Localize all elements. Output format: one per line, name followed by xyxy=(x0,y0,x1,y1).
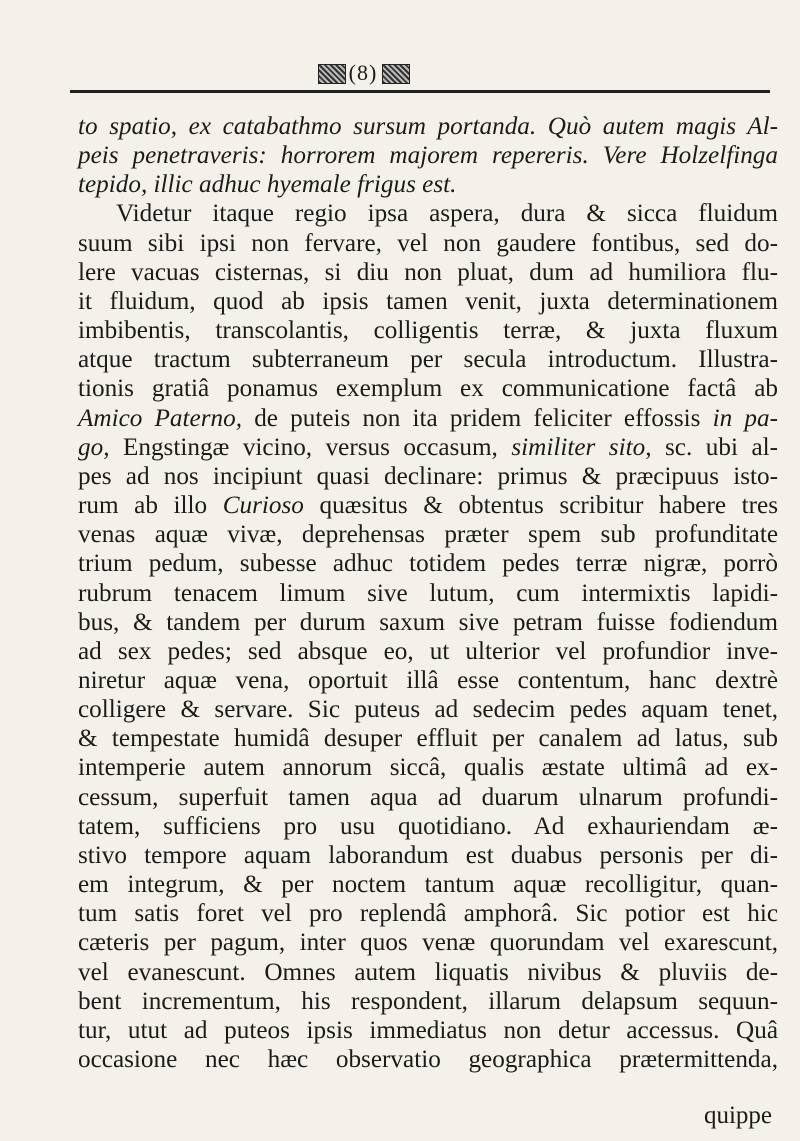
text-line xyxy=(78,491,778,520)
text-line xyxy=(78,287,778,316)
text-line xyxy=(78,724,778,753)
text-line xyxy=(78,812,778,841)
roman-text: niretur aquæ vena, oportuit illâ esse contentum, hanc dextrè xyxy=(78,666,778,694)
text-line xyxy=(78,1016,778,1045)
text-line xyxy=(78,462,778,491)
italic-text: similiter sito, xyxy=(511,433,652,461)
roman-text: rubrum tenacem limum sive lutum, cum intermixtis lapidi- xyxy=(78,579,778,607)
roman-text: tum satis foret vel pro replendâ amphorâ. Sic potior est hic xyxy=(78,900,778,928)
text-line xyxy=(78,345,778,374)
roman-text: suum sibi ipsi non fervare, vel non gaudere fontibus, sed do- xyxy=(78,229,778,257)
roman-text: tatem, sufficiens pro usu quotidiano. Ad exhauriendam æ- xyxy=(78,812,778,840)
roman-text: tur, utut ad puteos ipsis immediatus non detur accessus. Quâ xyxy=(78,1016,778,1044)
page-header xyxy=(0,62,800,96)
text-line xyxy=(78,899,778,928)
catchword: quippe xyxy=(703,1102,772,1129)
text-line xyxy=(78,433,778,462)
roman-text: ad sex pedes; sed absque eo, ut ulterior vel profundior inve- xyxy=(78,637,778,665)
text-line xyxy=(78,666,778,695)
text-line xyxy=(78,316,778,345)
roman-text: atque tractum subterraneum per secula introductum. Illustra- xyxy=(78,346,778,374)
italic-text: Amico Paterno, xyxy=(78,404,242,432)
roman-text: de puteis non ita pridem feliciter effossis xyxy=(242,404,713,432)
roman-text: venas aquæ vivæ, deprehensas præter spem sub profunditate xyxy=(78,521,778,549)
italic-text: Curioso xyxy=(222,492,304,520)
text-line xyxy=(78,695,778,724)
text-line xyxy=(78,374,778,403)
roman-text: bus, & tandem per durum saxum sive petram fuisse fodiendum xyxy=(78,608,778,636)
roman-text: quæsitus & obtentus scribitur habere tres xyxy=(303,492,779,520)
text-line xyxy=(78,783,778,812)
text-line xyxy=(78,841,778,870)
italic-text: peis penetraveris: horrorem majorem repereris. Vere Holzelfinga xyxy=(78,142,778,170)
roman-text: vel evanescunt. Omnes autem liquatis nivibus & pluviis de- xyxy=(78,958,778,986)
roman-text: rum ab illo xyxy=(78,492,223,520)
roman-text: em integrum, & per noctem tantum aquæ recolligitur, quan- xyxy=(78,871,778,899)
text-line xyxy=(78,753,778,782)
roman-text: Videtur itaque regio ipsa aspera, dura & sicca fluidum xyxy=(116,200,778,228)
text-line xyxy=(78,520,778,549)
text-line xyxy=(78,112,778,141)
text-line xyxy=(78,987,778,1016)
text-line xyxy=(78,870,778,899)
roman-text: cæteris per pagum, inter quos venæ quorundam vel exarescunt, xyxy=(78,929,778,957)
text-line xyxy=(78,579,778,608)
page-number: (8) xyxy=(348,60,378,85)
text-line xyxy=(78,258,778,287)
roman-text: pes ad nos incipiunt quasi declinare: primus & præcipuus isto- xyxy=(78,462,778,490)
roman-text: tionis gratiâ ponamus exemplum ex communicatione factâ ab xyxy=(78,375,778,403)
text-line xyxy=(78,141,778,170)
text-line xyxy=(78,608,778,637)
roman-text: Engstingæ vicino, versus occasum, xyxy=(109,433,512,461)
roman-text: trium pedum, subesse adhuc totidem pedes terræ nigræ, porrò xyxy=(78,550,778,578)
roman-text: intemperie autem annorum siccâ, qualis æstate ultimâ ad ex- xyxy=(78,754,778,782)
text-line xyxy=(78,404,778,433)
ornament-right-icon xyxy=(382,64,410,84)
ornament-left-icon xyxy=(318,64,346,84)
italic-text: to spatio, ex catabathmo sursum portanda. Quò autem magis Al- xyxy=(78,113,778,140)
roman-text: imbibentis, transcolantis, colligentis terræ, & juxta fluxum xyxy=(78,317,778,345)
roman-text: it fluidum, quod ab ipsis tamen venit, juxta determinationem xyxy=(78,287,778,315)
roman-text: sc. ubi al- xyxy=(651,433,779,461)
text-line xyxy=(78,928,778,957)
italic-text: tepido, illic adhuc hyemale frigus est. xyxy=(78,171,457,199)
roman-text: & tempestate humidâ desuper effluit per canalem ad latus, sub xyxy=(78,725,778,753)
text-line xyxy=(78,199,778,228)
roman-text: bent incrementum, his respondent, illarum delapsum sequun- xyxy=(78,987,778,1015)
text-line xyxy=(78,1045,778,1074)
text-line xyxy=(78,637,778,666)
roman-text: colligere & servare. Sic puteus ad sedecim pedes aquam tenet, xyxy=(78,696,778,724)
body-text xyxy=(78,112,778,1074)
italic-text: in pa- xyxy=(712,404,779,432)
roman-text: cessum, superfuit tamen aqua ad duarum ulnarum profundi- xyxy=(78,783,778,811)
roman-text: occasione nec hæc observatio geographica prætermittenda, xyxy=(78,1046,778,1073)
text-line xyxy=(78,549,778,578)
roman-text: lere vacuas cisternas, si diu non pluat, dum ad humiliora flu- xyxy=(78,258,778,286)
text-line xyxy=(78,170,778,199)
text-line xyxy=(78,229,778,258)
roman-text: stivo tempore aquam laborandum est duabus personis per di- xyxy=(78,841,778,869)
text-line xyxy=(78,958,778,987)
italic-text: go, xyxy=(78,433,110,461)
header-rule xyxy=(70,90,770,93)
